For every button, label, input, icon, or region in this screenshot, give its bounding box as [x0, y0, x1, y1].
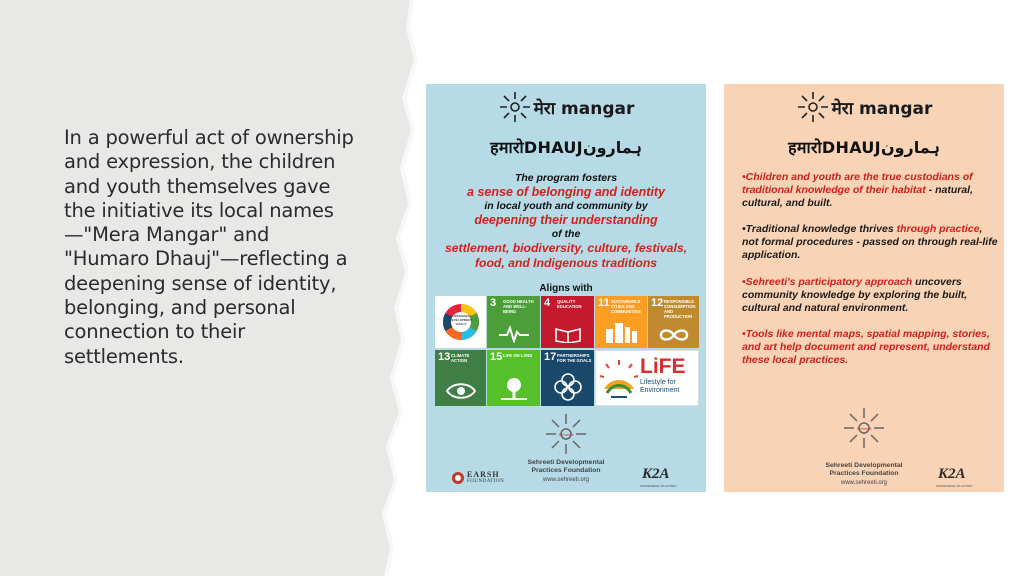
city-buildings-icon [604, 321, 638, 343]
sdg-number: 11 [598, 297, 610, 309]
earsh-circle-icon [451, 471, 465, 485]
sdg-label: SUSTAINABLE CITIES AND COMMUNITIES [611, 299, 641, 314]
copy-line: The program fosters [514, 172, 618, 184]
copy-line-highlight: settlement, biodiversity, culture, festivals, [444, 241, 688, 255]
sdg-tile-15 [487, 350, 540, 406]
life-sun-leaf-icon [599, 359, 639, 399]
life-sub-line: Environment [640, 387, 680, 394]
mera-mangar-logo [426, 90, 706, 124]
humaro-dhauj-logo: हमारोDHAUJہمارون [490, 138, 642, 157]
sdg-number: 15 [490, 351, 503, 363]
copy-line: of the [551, 228, 581, 240]
sehreeti-logo-label: Sehreeti [558, 432, 574, 437]
sdg-number: 12 [651, 297, 664, 309]
life-subtitle [640, 379, 679, 395]
sdg-tile-4 [541, 296, 594, 348]
sun-motif-icon [796, 90, 830, 124]
sdg-label: GOOD HEALTH AND WELL-BEING [503, 299, 534, 314]
sdg-tile-11 [595, 296, 647, 348]
logo-text: मेरा mangar [533, 98, 635, 119]
org-name-line: Practices Foundation [829, 470, 899, 477]
poster-mera-mangar-peach [724, 84, 1004, 492]
life-sub-line: Lifestyle for [640, 379, 676, 386]
sdg-wheel-tile [435, 296, 486, 348]
eye-globe-icon [445, 381, 477, 401]
life-mission-tile [595, 350, 699, 406]
slide-body-text: In a powerful act of ownership and expression, the children and youth themselves gave the initiative its local names—"Mera Mangar" and "Humaro Dhauj"—reflecting a deepening sense of identity, belonging, and personal connection to their settlements. [64, 126, 354, 368]
sehreeti-logo-icon [543, 412, 589, 456]
sehreeti-logo-icon [841, 406, 887, 450]
key-point [742, 328, 998, 367]
org-name-line: Sehreeti Developmental [527, 459, 605, 466]
copy-line: in local youth and community by [484, 200, 648, 212]
org-name-line: Practices Foundation [531, 467, 601, 474]
k2a-logo: K2A [938, 466, 966, 482]
heartbeat-icon [498, 325, 530, 343]
sdg-label: PARTNERSHIPS FOR THE GOALS [557, 353, 592, 363]
k2a-sub: KNOWLEDGE TO ACTION [640, 484, 677, 488]
key-point-text: - natural, cultural, and built. [742, 184, 974, 210]
sun-motif-icon [498, 90, 532, 124]
mera-mangar-logo [724, 90, 1004, 124]
partnership-rings-icon [554, 373, 582, 401]
sehreeti-logo-label: Sehreeti [856, 426, 872, 431]
k2a-logo: K2A [642, 466, 670, 482]
sdg-tile-13 [435, 350, 486, 406]
earsh-sub: FOUNDATION [467, 479, 505, 484]
key-point-text: •Traditional knowledge thrives [742, 223, 897, 236]
key-point [742, 223, 998, 262]
key-point-text: uncovers community knowledge by exploring the built, cultural and natural environment. [742, 275, 968, 314]
logo-text: मेरा mangar [831, 98, 933, 119]
sdg-number: 3 [490, 297, 497, 309]
sdg-label: CLIMATE ACTION [451, 353, 470, 363]
copy-line-highlight: food, and Indigenous traditions [474, 256, 658, 270]
key-point-highlight: •Children and youth are the true custodians of traditional knowledge of their habitat [742, 171, 973, 197]
key-point-highlight: through practice [896, 223, 980, 236]
org-url: www.sehreeti.org [542, 477, 590, 483]
key-point [742, 171, 998, 210]
aligns-with-label: Aligns with [539, 283, 593, 294]
key-point-text: , not formal procedures - passed on through real-life application. [742, 223, 998, 262]
copy-line-highlight: deepening their understanding [474, 213, 658, 227]
sdg-tile-3 [487, 296, 540, 348]
key-point-highlight: •Sehreeti's participatory approach [742, 275, 913, 288]
key-point [742, 276, 998, 315]
key-point-highlight: •Tools like mental maps, spatial mapping, stories, and art help document and represent, understand these local practices. [742, 327, 990, 367]
sdg-tiles-grid [435, 296, 699, 406]
sdg-label: QUALITY EDUCATION [557, 299, 582, 309]
humaro-dhauj-logo: हमारोDHAUJہمارون [788, 138, 940, 157]
sdg-label: RESPONSIBLE CONSUMPTION AND PRODUCTION [664, 299, 696, 319]
earsh-name: EARSH [467, 470, 500, 479]
sdg-tile-17 [541, 350, 594, 406]
book-icon [554, 325, 582, 343]
torn-paper-panel [0, 0, 440, 576]
sdg-wheel-label: SUSTAINABLE DEVELOPMENT GOALS [449, 314, 473, 326]
sdg-tile-12 [648, 296, 699, 348]
copy-line-highlight: a sense of belonging and identity [467, 185, 665, 199]
sdg-number: 13 [438, 351, 451, 363]
tree-icon [499, 377, 529, 401]
program-description [432, 172, 700, 271]
life-word: LiFE [640, 355, 686, 378]
sdg-number: 17 [544, 351, 557, 363]
poster-mera-mangar-blue [426, 84, 706, 492]
sdg-label: LIFE ON LAND [503, 353, 533, 358]
key-points-list [742, 171, 998, 380]
sdg-number: 4 [544, 297, 551, 309]
infinity-icon [657, 327, 691, 343]
k2a-sub: KNOWLEDGE TO ACTION [936, 484, 973, 488]
org-name-line: Sehreeti Developmental [825, 462, 903, 469]
org-url: www.sehreeti.org [840, 480, 888, 486]
